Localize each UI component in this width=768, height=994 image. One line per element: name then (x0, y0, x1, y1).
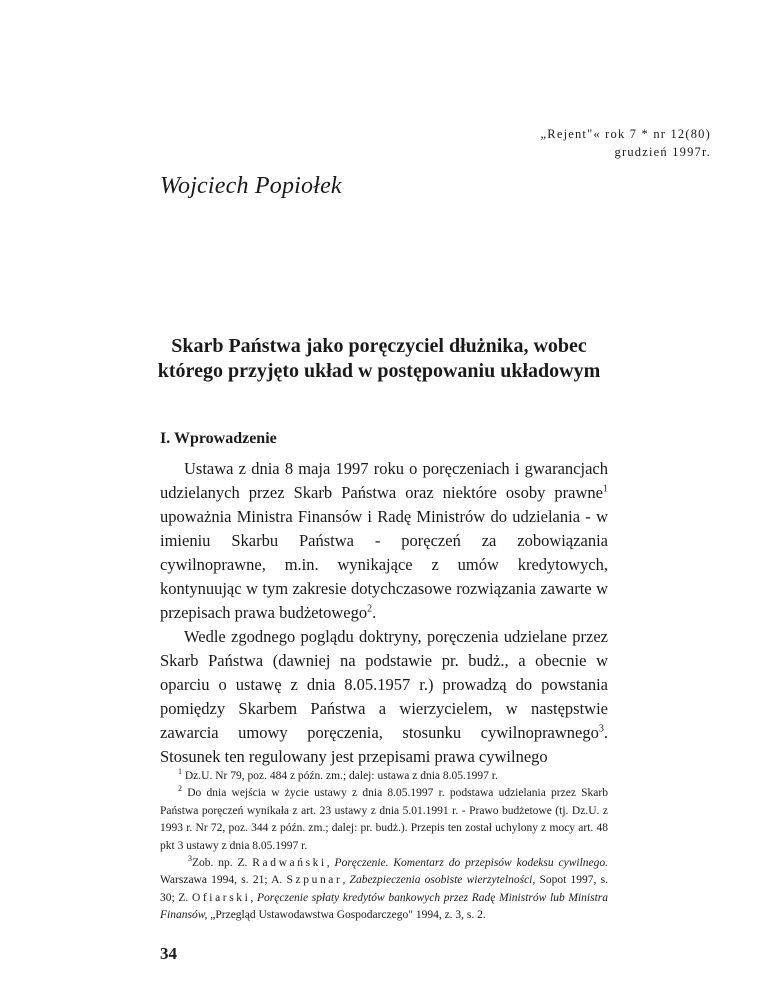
footnote-3-tail: „Przegląd Ustawodawstwa Gospodarczego" 1994, z. 3, s. 2. (207, 909, 486, 922)
footnote-2-text: Do dnia wejścia w życie ustawy z dnia 8.05.1997 r. podstawa udzielania przez Skarb Państwa poręczeń wynikała z art. 23 ustawy z dnia 5.01.1991 r. - Prawo budżetowe (tj. Dz.U. z 1993 r. Nr 72, poz. 344 z późn. zm.; dalej: pr. budż.). Przepis ten został uchylony z mocy art. 48 pkt 3 ustawy z dnia 8.05.1997 r. (160, 787, 608, 852)
footnote-3-title-3: Poręczenie spłaty kredytów bankowych przez Radę Ministrów lub Ministra Finansów, (160, 891, 608, 922)
paragraph-1-text-b: upoważnia Ministra Finansów i Radę Ministrów do udzielania - w imieniu Skarbu Państwa - poręczeń za zobowiązania cywilnoprawne, m.in. wynikające z umów kredytowych, kontynuując w tym zakresie dotychczasowe rozwiązania zawarte w przepisach prawa budżetowego (160, 507, 608, 622)
footnote-ref-1: 1 (603, 483, 608, 495)
footnote-1-text: Dz.U. Nr 79, poz. 484 z późn. zm.; dalej: ustawa z dnia 8.05.1997 r. (182, 770, 498, 782)
footnote-2 (160, 785, 608, 855)
article-title-line-1: Skarb Państwa jako poręczyciel dłużnika, wobec (171, 335, 587, 357)
footnote-3-author-1: Radwański (252, 857, 327, 870)
footnote-1 (160, 768, 608, 785)
footnotes (160, 768, 608, 925)
footnote-3-sep-3: , (342, 874, 350, 887)
page-number: 34 (160, 944, 177, 963)
footnote-3-sep-4: Sopot 1997, s. 30; Z. (160, 874, 608, 904)
paragraph-1-text-c: . (372, 603, 377, 622)
footnote-3-author-3: Ofiarski (191, 891, 251, 904)
footnote-ref-3: 3 (598, 723, 604, 735)
footnote-3-pre: Zob. np. Z. (192, 857, 253, 870)
footnote-1-mark: 1 (178, 767, 182, 777)
footnote-3-sep-5: , (250, 891, 258, 904)
paragraph-2-text-a: Wedle zgodnego poglądu doktryny, poręczenia udzielane przez Skarb Państwa (dawniej na podstawie pr. budż., a obecnie w oparciu o ustawę z dnia 8.05.1957 r.) prowadzą do powstania pomiędzy Skarbem Państwa a wierzycielem, w następstwie zawarcia umowy poręczenia, stosunku cywilnoprawnego (160, 627, 608, 742)
journal-date-line: grudzień 1997r. (614, 145, 711, 159)
paragraph-2 (160, 625, 608, 769)
footnote-3-sep-2: Warszawa 1994, s. 21; A. (160, 874, 287, 887)
author-name: Wojciech Popiołek (160, 173, 342, 199)
footnote-3-author-2: Szpunar (286, 874, 343, 887)
article-title-line-2: którego przyjęto układ w postępowaniu układowym (157, 360, 601, 382)
journal-header (541, 125, 711, 161)
paragraph-1 (160, 457, 608, 625)
footnote-3 (160, 855, 608, 925)
footnote-3-title-2: Zabezpieczenia osobiste wierzytelności, (349, 874, 536, 887)
paragraph-1-text-a: Ustawa z dnia 8 maja 1997 roku o poręczeniach i gwarancjach udzielanych przez Skarb Państwa oraz niektóre osoby prawne (160, 459, 608, 502)
footnote-3-mark: 3 (188, 854, 192, 864)
footnote-ref-2: 2 (367, 603, 373, 615)
footnote-2-mark: 2 (178, 784, 182, 794)
footnote-3-title-1: Poręczenie. Komentarz do przepisów kodeksu cywilnego. (334, 857, 608, 870)
paragraph-2-text-b: . Stosunek ten regulowany jest przepisami prawa cywilnego (160, 723, 608, 766)
article-title (150, 334, 608, 384)
article-body (160, 457, 608, 769)
section-heading: I. Wprowadzenie (160, 430, 277, 447)
footnote-3-sep-1: , (326, 857, 335, 870)
journal-issue-line: „Rejent"« rok 7 * nr 12(80) (540, 127, 711, 141)
